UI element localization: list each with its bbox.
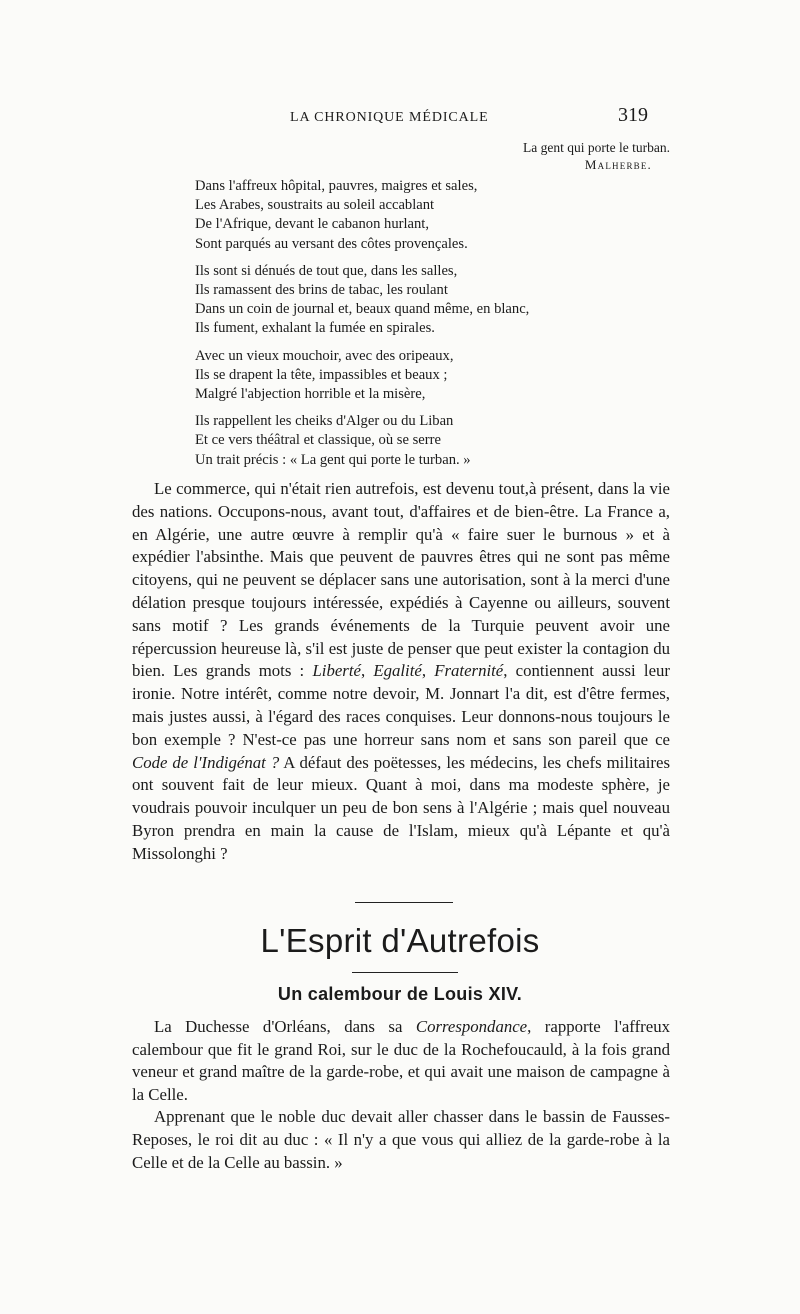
epigraph	[430, 139, 670, 173]
work-title: Correspondance	[415, 1017, 528, 1036]
verse-line: Ils fument, exhalant la fumée en spirales.	[195, 320, 435, 337]
stanza	[195, 412, 675, 470]
epigraph-quote: La gent qui porte le turban.	[523, 140, 670, 155]
stanza	[195, 347, 675, 405]
verse-line: Avec un vieux mouchoir, avec des oripeaux,	[195, 347, 454, 364]
text-run: Le commerce, qui n'était rien autrefois, est devenu tout,à présent, dans la vie des nations. Occupons-nous, avant tout, d'affaires et de bien-être. La France a, en Algérie, une autre œuvre à remplir qu'à « faire suer le burnous » et à expédier l'absinthe. Mais que peuvent de pauvres êtres qui ne sont pas même citoyens, qui ne peuvent se déplacer sans une autorisation, sont à la merci d'une délation presque toujours intéressée, expédiés à Cayenne ou ailleurs, souvent sans motif ? Les grands événements de la Turquie peuvent avoir une répercussion heureuse là, s'il est juste de penser que peut exister la contagion du bien. Les grands mots :	[132, 479, 670, 681]
body-text	[132, 478, 670, 866]
verse-line: Malgré l'abjection horrible et la misère,	[195, 386, 426, 403]
stanza	[195, 262, 675, 339]
running-title: LA CHRONIQUE MÉDICALE	[290, 110, 489, 125]
verse-line: Un trait précis : « La gent qui porte le turban. »	[195, 451, 471, 468]
verse-line: Les Arabes, soustraits au soleil accablant	[195, 197, 435, 214]
text-run: La Duchesse d'Orléans, dans sa	[154, 1017, 403, 1036]
verse-line: Et ce vers théâtral et classique, où se serre	[195, 432, 441, 449]
verse-line: Ils ramassent des brins de tabac, les roulant	[195, 282, 448, 299]
word-liberte: Liberté	[312, 661, 361, 681]
paragraph: Le commerce, qui n'était rien autrefois, est devenu tout,à présent, dans la vie des nations. Occupons-nous, avant tout, d'affaires et de bien-être. La France a, en Algérie, une autre œuvre à remplir qu'à « faire suer le burnous » et à expédier l'absinthe. Mais que peuvent de pauvres êtres qui ne sont pas même citoyens, qui ne peuvent se déplacer sans une autorisation, sont à la merci d'une délation presque toujours intéressée, expédiés à Cayenne ou ailleurs, souvent sans motif ? Les grands événements de la Turquie peuvent avoir une répercussion heureuse là, s'il est juste de penser que peut exister la contagion du bien. Les grands mots : Liberté, Egalité, Fraternité, contiennent aussi leur ironie. Notre intérêt, comme notre devoir, M. Jonnart l'a dit, est d'être fermes, mais justes aussi, à l'égard des races conquises. Leur donnons-nous toujours le bon exemple ? N'est-ce pas une horreur sans nom et sans son pareil que ce Code de l'Indigénat ? A défaut des poëtesses, les médecins, les chefs militaires ont souvent fait de leur mieux. Quant à moi, dans ma modeste sphère, je voudrais pouvoir inculquer un peu de bon sens à l'Algérie ; mais quel nouveau Byron prendra en main la cause de l'Islam, mieux qu'à Lépante et qu'à Missolonghi ?	[132, 479, 671, 863]
code-title: Code de l'Indigénat ?	[132, 752, 280, 772]
epigraph-author: Malherbe.	[584, 157, 652, 172]
verse-line: Dans l'affreux hôpital, pauvres, maigres et sales,	[195, 178, 478, 194]
section-title: L'Esprit d'Autrefois	[260, 922, 540, 959]
text-run: A défaut des poëtesses, les médecins, les chefs militaires ont souvent fait de leur mieux. Quant à moi, dans ma modeste sphère, je voudrais pouvoir inculquer un peu de bon sens à l'Algérie ; mais quel nouveau Byron prendra en main la cause de l'Islam, mieux qu'à Lépante et qu'à Missolonghi ?	[132, 752, 670, 863]
page-number: 319	[618, 104, 648, 126]
text-run: , contiennent aussi leur ironie. Notre intérêt, comme notre devoir, M. Jonnart l'a dit, est d'être fermes, mais justes aussi, à l'égard des races conquises. Leur donnons-nous toujours le bon exemple ? N'est-ce pas une horreur sans nom et sans son pareil que ce	[132, 661, 671, 749]
word-fraternite: Fraternité	[434, 661, 504, 681]
text-run: , rapporte l'affreux calembour que fit le grand Roi, sur le duc de la Rochefoucauld, à la fois grand veneur et grand maître de la garde-robe, et qui avait une maison de campagne à la Celle.	[132, 1017, 670, 1104]
poem	[195, 177, 675, 478]
paragraph	[132, 1016, 670, 1106]
verse-line: Ils sont si dénués de tout que, dans les salles,	[195, 262, 458, 279]
word-egalite: Egalité	[373, 661, 422, 681]
paragraph: Apprenant que le noble duc devait aller chasser dans le bassin de Fausses-Reposes, le roi dit au duc : « Il n'y a que vous qui alliez de la garde-robe à la Celle et de la Celle au bassin. »	[132, 1107, 670, 1172]
stanza	[195, 177, 675, 254]
verse-line: De l'Afrique, devant le cabanon hurlant,	[195, 216, 430, 233]
section-divider-bottom	[352, 972, 458, 973]
verse-line: Sont parqués au versant des côtes provençales.	[195, 235, 468, 252]
anecdote-text	[132, 1016, 670, 1174]
verse-line: Ils se drapent la tête, impassibles et beaux ;	[195, 366, 448, 383]
verse-line: Ils rappellent les cheiks d'Alger ou du Liban	[195, 413, 454, 430]
verse-line: Dans un coin de journal et, beaux quand même, en blanc,	[195, 301, 530, 318]
section-divider-top	[355, 902, 453, 903]
section-subtitle: Un calembour de Louis XIV.	[277, 984, 523, 1004]
